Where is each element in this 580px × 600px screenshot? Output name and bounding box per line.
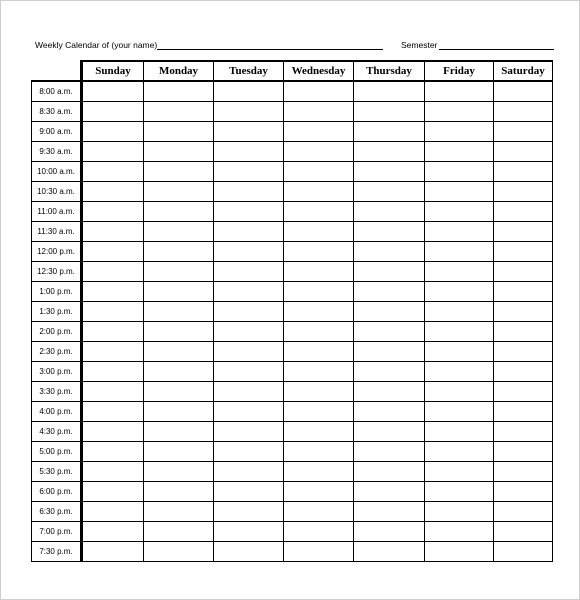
- schedule-cell[interactable]: [425, 382, 494, 402]
- schedule-cell[interactable]: [214, 382, 284, 402]
- schedule-cell[interactable]: [144, 462, 214, 482]
- day-header: Wednesday: [284, 61, 354, 81]
- time-label: 9:00 a.m.: [32, 122, 82, 142]
- schedule-cell[interactable]: [284, 162, 354, 182]
- time-slot-row: [32, 282, 553, 302]
- time-label: 5:00 p.m.: [32, 442, 82, 462]
- schedule-cell[interactable]: [214, 362, 284, 382]
- schedule-cell[interactable]: [354, 302, 425, 322]
- time-label: 7:00 p.m.: [32, 522, 82, 542]
- schedule-cell[interactable]: [82, 542, 144, 562]
- time-label: 6:00 p.m.: [32, 482, 82, 502]
- schedule-cell[interactable]: [354, 322, 425, 342]
- schedule-cell[interactable]: [144, 482, 214, 502]
- schedule-cell[interactable]: [82, 342, 144, 362]
- schedule-cell[interactable]: [284, 102, 354, 122]
- schedule-cell[interactable]: [354, 262, 425, 282]
- schedule-cell[interactable]: [425, 362, 494, 382]
- schedule-cell[interactable]: [284, 362, 354, 382]
- schedule-cell[interactable]: [284, 442, 354, 462]
- schedule-cell[interactable]: [82, 222, 144, 242]
- schedule-cell[interactable]: [494, 342, 553, 362]
- schedule-cell[interactable]: [214, 222, 284, 242]
- schedule-cell[interactable]: [284, 322, 354, 342]
- schedule-cell[interactable]: [214, 102, 284, 122]
- schedule-cell[interactable]: [284, 522, 354, 542]
- schedule-cell[interactable]: [425, 402, 494, 422]
- semester-fill-line[interactable]: [439, 49, 554, 50]
- schedule-cell[interactable]: [354, 122, 425, 142]
- day-header: Saturday: [494, 61, 553, 81]
- time-label: 8:00 a.m.: [32, 81, 82, 102]
- schedule-cell[interactable]: [144, 322, 214, 342]
- time-slot-row: [32, 482, 553, 502]
- schedule-cell[interactable]: [284, 122, 354, 142]
- schedule-cell[interactable]: [82, 482, 144, 502]
- time-slot-row: [32, 422, 553, 442]
- schedule-cell[interactable]: [425, 262, 494, 282]
- schedule-cell[interactable]: [494, 282, 553, 302]
- schedule-cell[interactable]: [214, 202, 284, 222]
- schedule-cell[interactable]: [82, 462, 144, 482]
- time-slot-row: [32, 242, 553, 262]
- time-label: 4:00 p.m.: [32, 402, 82, 422]
- schedule-cell[interactable]: [144, 422, 214, 442]
- day-header: Thursday: [354, 61, 425, 81]
- schedule-cell[interactable]: [494, 402, 553, 422]
- time-label: 1:30 p.m.: [32, 302, 82, 322]
- schedule-cell[interactable]: [494, 182, 553, 202]
- weekly-schedule-table: [31, 60, 553, 562]
- schedule-cell[interactable]: [354, 202, 425, 222]
- schedule-cell[interactable]: [82, 502, 144, 522]
- schedule-cell[interactable]: [284, 262, 354, 282]
- schedule-cell[interactable]: [494, 482, 553, 502]
- schedule-cell[interactable]: [214, 142, 284, 162]
- schedule-cell[interactable]: [494, 382, 553, 402]
- time-label: 8:30 a.m.: [32, 102, 82, 122]
- time-label: 3:00 p.m.: [32, 362, 82, 382]
- schedule-cell[interactable]: [425, 462, 494, 482]
- schedule-cell[interactable]: [214, 462, 284, 482]
- schedule-cell[interactable]: [214, 81, 284, 102]
- schedule-cell[interactable]: [144, 162, 214, 182]
- time-label: 2:30 p.m.: [32, 342, 82, 362]
- schedule-cell[interactable]: [82, 302, 144, 322]
- day-header: Sunday: [82, 61, 144, 81]
- schedule-cell[interactable]: [354, 482, 425, 502]
- schedule-cell[interactable]: [494, 122, 553, 142]
- time-label: 9:30 a.m.: [32, 142, 82, 162]
- time-label: 12:30 p.m.: [32, 262, 82, 282]
- schedule-cell[interactable]: [354, 542, 425, 562]
- schedule-cell[interactable]: [425, 542, 494, 562]
- name-fill-line[interactable]: [157, 49, 383, 50]
- schedule-cell[interactable]: [354, 342, 425, 362]
- day-header: Tuesday: [214, 61, 284, 81]
- time-label: 11:00 a.m.: [32, 202, 82, 222]
- schedule-cell[interactable]: [82, 122, 144, 142]
- schedule-cell[interactable]: [82, 142, 144, 162]
- time-label: 4:30 p.m.: [32, 422, 82, 442]
- schedule-cell[interactable]: [284, 202, 354, 222]
- schedule-cell[interactable]: [354, 102, 425, 122]
- schedule-cell[interactable]: [284, 242, 354, 262]
- schedule-cell[interactable]: [284, 342, 354, 362]
- schedule-cell[interactable]: [425, 522, 494, 542]
- schedule-cell[interactable]: [425, 422, 494, 442]
- schedule-cell[interactable]: [354, 502, 425, 522]
- schedule-cell[interactable]: [494, 302, 553, 322]
- schedule-cell[interactable]: [82, 362, 144, 382]
- schedule-cell[interactable]: [494, 202, 553, 222]
- time-slot-row: [32, 302, 553, 322]
- schedule-cell[interactable]: [494, 362, 553, 382]
- time-slot-row: [32, 222, 553, 242]
- time-label: 12:00 p.m.: [32, 242, 82, 262]
- schedule-cell[interactable]: [144, 442, 214, 462]
- schedule-cell[interactable]: [214, 122, 284, 142]
- time-slot-row: [32, 202, 553, 222]
- schedule-cell[interactable]: [214, 242, 284, 262]
- schedule-cell[interactable]: [214, 502, 284, 522]
- schedule-cell[interactable]: [425, 282, 494, 302]
- schedule-cell[interactable]: [144, 182, 214, 202]
- schedule-cell[interactable]: [425, 102, 494, 122]
- schedule-cell[interactable]: [425, 182, 494, 202]
- schedule-cell[interactable]: [82, 182, 144, 202]
- time-label: 7:30 p.m.: [32, 542, 82, 562]
- schedule-cell[interactable]: [494, 522, 553, 542]
- schedule-cell[interactable]: [354, 81, 425, 102]
- semester-label: Semester: [401, 40, 438, 50]
- schedule-cell[interactable]: [214, 182, 284, 202]
- schedule-cell[interactable]: [82, 322, 144, 342]
- schedule-cell[interactable]: [354, 462, 425, 482]
- schedule-cell[interactable]: [214, 522, 284, 542]
- time-label: 3:30 p.m.: [32, 382, 82, 402]
- schedule-cell[interactable]: [82, 81, 144, 102]
- schedule-cell[interactable]: [354, 182, 425, 202]
- schedule-cell[interactable]: [144, 142, 214, 162]
- schedule-cell[interactable]: [214, 262, 284, 282]
- schedule-cell[interactable]: [425, 322, 494, 342]
- time-slot-row: [32, 502, 553, 522]
- schedule-cell[interactable]: [284, 502, 354, 522]
- schedule-cell[interactable]: [144, 81, 214, 102]
- schedule-cell[interactable]: [284, 282, 354, 302]
- time-slot-row: [32, 382, 553, 402]
- time-label: 10:30 a.m.: [32, 182, 82, 202]
- time-slot-row: [32, 162, 553, 182]
- schedule-cell[interactable]: [494, 442, 553, 462]
- schedule-cell[interactable]: [494, 462, 553, 482]
- name-label: Weekly Calendar of (your name): [35, 40, 158, 50]
- schedule-cell[interactable]: [425, 482, 494, 502]
- schedule-cell[interactable]: [284, 402, 354, 422]
- schedule-cell[interactable]: [214, 302, 284, 322]
- time-slot-row: [32, 402, 553, 422]
- schedule-cell[interactable]: [284, 462, 354, 482]
- schedule-cell[interactable]: [494, 262, 553, 282]
- schedule-cell[interactable]: [425, 81, 494, 102]
- schedule-cell[interactable]: [354, 362, 425, 382]
- schedule-cell[interactable]: [354, 442, 425, 462]
- schedule-cell[interactable]: [494, 222, 553, 242]
- time-slot-row: [32, 342, 553, 362]
- schedule-cell[interactable]: [82, 202, 144, 222]
- schedule-cell[interactable]: [144, 102, 214, 122]
- schedule-cell[interactable]: [214, 282, 284, 302]
- day-header: Friday: [425, 61, 494, 81]
- time-slot-row: [32, 81, 553, 102]
- schedule-cell[interactable]: [494, 242, 553, 262]
- time-slot-row: [32, 522, 553, 542]
- schedule-cell[interactable]: [214, 442, 284, 462]
- time-slot-row: [32, 362, 553, 382]
- day-header-row: [32, 61, 553, 81]
- schedule-cell[interactable]: [82, 402, 144, 422]
- time-label: 10:00 a.m.: [32, 162, 82, 182]
- schedule-cell[interactable]: [284, 422, 354, 442]
- schedule-cell[interactable]: [82, 442, 144, 462]
- schedule-cell[interactable]: [82, 422, 144, 442]
- schedule-cell[interactable]: [144, 342, 214, 362]
- time-slot-row: [32, 542, 553, 562]
- schedule-cell[interactable]: [494, 502, 553, 522]
- calendar-header: [35, 39, 555, 53]
- schedule-cell[interactable]: [425, 122, 494, 142]
- time-label: 5:30 p.m.: [32, 462, 82, 482]
- time-slot-row: [32, 322, 553, 342]
- time-slot-row: [32, 102, 553, 122]
- schedule-cell[interactable]: [144, 542, 214, 562]
- schedule-cell[interactable]: [82, 382, 144, 402]
- schedule-cell[interactable]: [284, 542, 354, 562]
- schedule-cell[interactable]: [144, 522, 214, 542]
- schedule-cell[interactable]: [354, 142, 425, 162]
- schedule-cell[interactable]: [214, 162, 284, 182]
- schedule-cell[interactable]: [144, 222, 214, 242]
- schedule-cell[interactable]: [284, 302, 354, 322]
- schedule-cell[interactable]: [82, 262, 144, 282]
- schedule-cell[interactable]: [144, 502, 214, 522]
- schedule-cell[interactable]: [425, 142, 494, 162]
- schedule-cell[interactable]: [144, 122, 214, 142]
- schedule-cell[interactable]: [425, 442, 494, 462]
- schedule-cell[interactable]: [354, 382, 425, 402]
- schedule-cell[interactable]: [494, 102, 553, 122]
- schedule-cell[interactable]: [144, 202, 214, 222]
- schedule-cell[interactable]: [354, 222, 425, 242]
- schedule-cell[interactable]: [425, 222, 494, 242]
- schedule-cell[interactable]: [425, 162, 494, 182]
- time-label: 11:30 a.m.: [32, 222, 82, 242]
- schedule-cell[interactable]: [284, 482, 354, 502]
- schedule-cell[interactable]: [144, 302, 214, 322]
- schedule-cell[interactable]: [354, 242, 425, 262]
- schedule-cell[interactable]: [354, 402, 425, 422]
- time-label: 6:30 p.m.: [32, 502, 82, 522]
- schedule-cell[interactable]: [494, 81, 553, 102]
- schedule-cell[interactable]: [82, 522, 144, 542]
- schedule-cell[interactable]: [425, 302, 494, 322]
- schedule-cell[interactable]: [425, 242, 494, 262]
- corner-cell: [32, 61, 82, 81]
- time-slot-row: [32, 122, 553, 142]
- schedule-cell[interactable]: [284, 142, 354, 162]
- schedule-cell[interactable]: [494, 542, 553, 562]
- schedule-cell[interactable]: [82, 102, 144, 122]
- day-header: Monday: [144, 61, 214, 81]
- schedule-cell[interactable]: [214, 402, 284, 422]
- schedule-cell[interactable]: [284, 182, 354, 202]
- schedule-cell[interactable]: [144, 382, 214, 402]
- time-slot-row: [32, 262, 553, 282]
- schedule-cell[interactable]: [144, 282, 214, 302]
- schedule-cell[interactable]: [214, 342, 284, 362]
- schedule-cell[interactable]: [494, 162, 553, 182]
- schedule-cell[interactable]: [494, 142, 553, 162]
- schedule-cell[interactable]: [82, 242, 144, 262]
- schedule-cell[interactable]: [214, 322, 284, 342]
- time-slot-row: [32, 462, 553, 482]
- schedule-cell[interactable]: [494, 422, 553, 442]
- schedule-cell[interactable]: [354, 522, 425, 542]
- schedule-cell[interactable]: [284, 222, 354, 242]
- schedule-cell[interactable]: [425, 202, 494, 222]
- schedule-cell[interactable]: [144, 402, 214, 422]
- schedule-cell[interactable]: [284, 81, 354, 102]
- schedule-cell[interactable]: [214, 482, 284, 502]
- time-label: 1:00 p.m.: [32, 282, 82, 302]
- schedule-cell[interactable]: [425, 502, 494, 522]
- schedule-cell[interactable]: [214, 422, 284, 442]
- schedule-cell[interactable]: [214, 542, 284, 562]
- schedule-cell[interactable]: [144, 362, 214, 382]
- time-slot-row: [32, 182, 553, 202]
- time-slot-row: [32, 142, 553, 162]
- schedule-cell[interactable]: [494, 322, 553, 342]
- schedule-cell[interactable]: [82, 162, 144, 182]
- schedule-cell[interactable]: [354, 162, 425, 182]
- schedule-cell[interactable]: [144, 242, 214, 262]
- schedule-cell[interactable]: [144, 262, 214, 282]
- schedule-cell[interactable]: [354, 422, 425, 442]
- schedule-cell[interactable]: [82, 282, 144, 302]
- time-slot-row: [32, 442, 553, 462]
- time-label: 2:00 p.m.: [32, 322, 82, 342]
- schedule-cell[interactable]: [425, 342, 494, 362]
- schedule-cell[interactable]: [284, 382, 354, 402]
- schedule-cell[interactable]: [354, 282, 425, 302]
